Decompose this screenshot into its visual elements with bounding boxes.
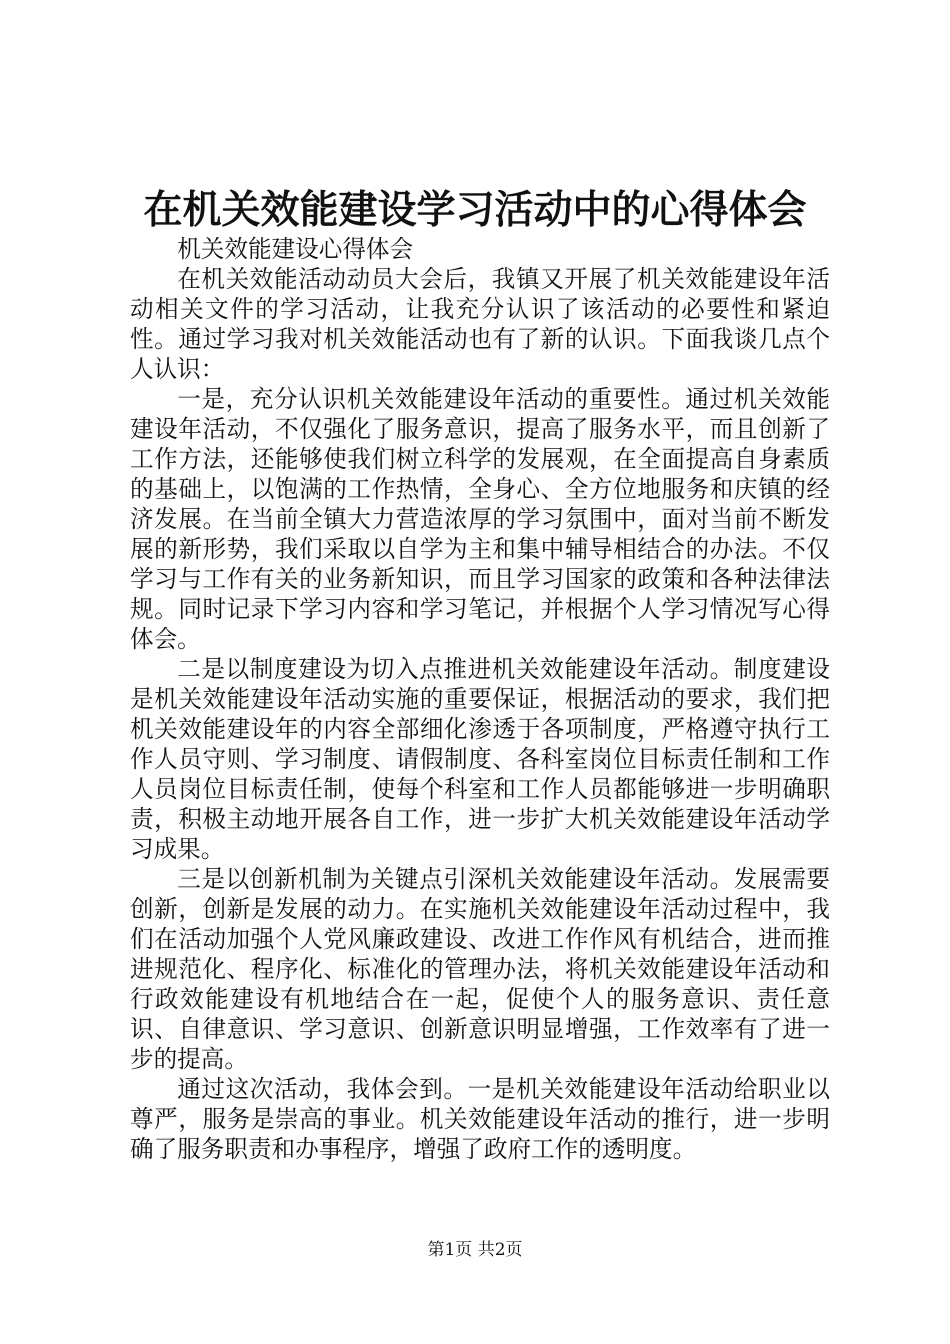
subtitle-paragraph: 机关效能建设心得体会 — [177, 235, 414, 263]
conclusion-paragraph: 通过这次活动，我体会到。一是机关效能建设年活动给职业以尊严，服务是崇高的事业。机关效能建设年活动的推行，进一步明确了服务职责和办事程序，增强了政府工作的透明度。 — [130, 1075, 830, 1163]
document-title: 在机关效能建设学习活动中的心得体会 — [143, 187, 807, 233]
intro-paragraph: 在机关效能活动动员大会后，我镇又开展了机关效能建设年活动相关文件的学习活动，让我充分认识了该活动的必要性和紧迫性。通过学习我对机关效能活动也有了新的认识。下面我谈几点个人认识： — [130, 265, 830, 383]
point-three-paragraph: 三是以创新机制为关键点引深机关效能建设年活动。发展需要创新，创新是发展的动力。在实施机关效能建设年活动过程中，我们在活动加强个人党风廉政建设、改进工作作风有机结合，进而推进规范化、程序化、标准化的管理办法，将机关效能建设年活动和行政效能建设有机地结合在一起，促使个人的服务意识、责任意识、自律意识、学习意识、创新意识明显增强，工作效率有了进一步的提高。 — [130, 865, 830, 1073]
document-body — [130, 234, 830, 1164]
page-footer: 第1页 共2页 — [427, 1240, 523, 1260]
point-two-paragraph: 二是以制度建设为切入点推进机关效能建设年活动。制度建设是机关效能建设年活动实施的重要保证，根据活动的要求，我们把机关效能建设年的内容全部细化渗透于各项制度，严格遵守执行工作人员守则、学习制度、请假制度、各科室岗位目标责任制和工作人员岗位目标责任制，使每个科室和工作人员都能够进一步明确职责，积极主动地开展各自工作，进一步扩大机关效能建设年活动学习成果。 — [130, 655, 830, 863]
point-one-paragraph: 一是，充分认识机关效能建设年活动的重要性。通过机关效能建设年活动，不仅强化了服务意识，提高了服务水平，而且创新了工作方法，还能够使我们树立科学的发展观，在全面提高自身素质的基础上，以饱满的工作热情，全身心、全方位地服务和庆镇的经济发展。在当前全镇大力营造浓厚的学习氛围中，面对当前不断发展的新形势，我们采取以自学为主和集中辅导相结合的办法。不仅学习与工作有关的业务新知识，而且学习国家的政策和各种法律法规。同时记录下学习内容和学习笔记，并根据个人学习情况写心得体会。 — [130, 385, 830, 653]
